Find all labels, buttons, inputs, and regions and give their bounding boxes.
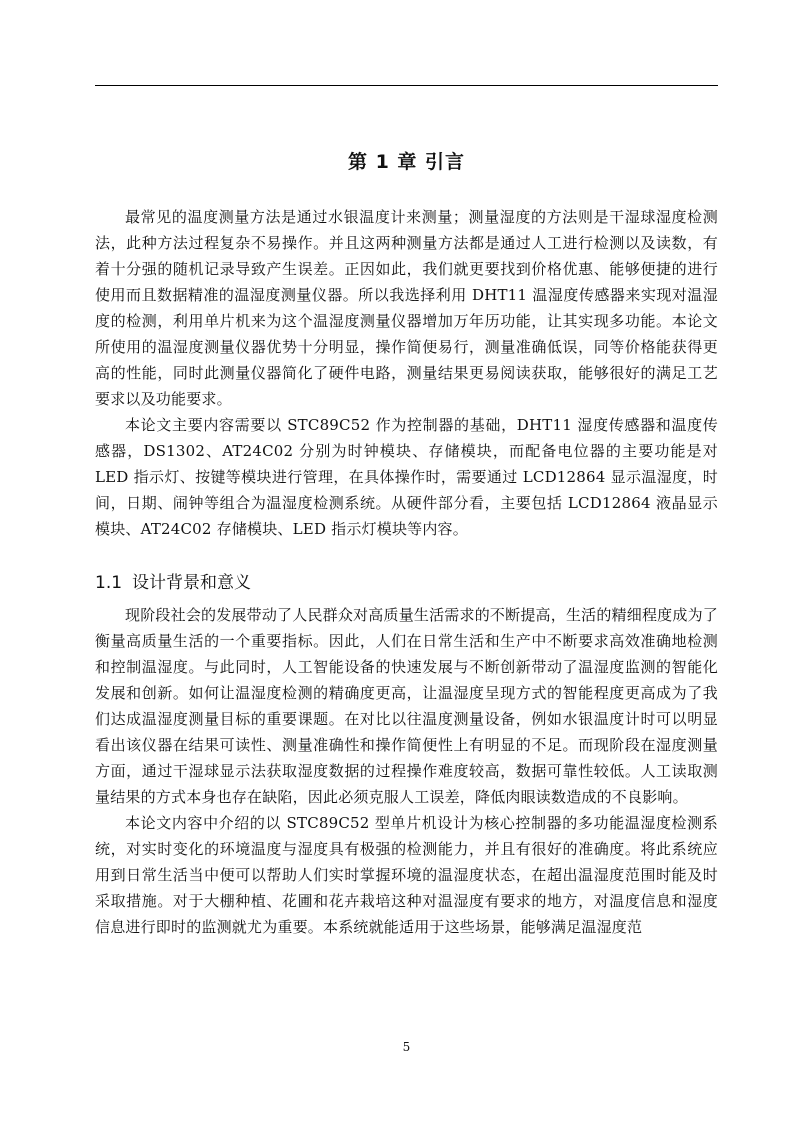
paragraph: 本论文主要内容需要以 STC89C52 作为控制器的基础，DHT11 湿度传感器和温度传感器，DS1302、AT24C02 分别为时钟模块、存储模块，而配备电位器的主要功能是对 LED 指示灯、按键等模块进行管理，在具体操作时，需要通过 LCD12864 显示温湿度，时间，日期、闹钟等组合为温湿度检测系统。从硬件部分看，主要包括 LCD12864 液晶显示模块、AT24C02 存储模块、LED 指示灯模块等内容。	[95, 416, 718, 538]
paragraph: 现阶段社会的发展带动了人民群众对高质量生活需求的不断提高，生活的精细程度成为了衡量高质量生活的一个重要指标。因此，人们在日常生活和生产中不断要求高效准确地检测和控制温湿度。与此同时，人工智能设备的快速发展与不断创新带动了温湿度监测的智能化发展和创新。如何让温湿度检测的精确度更高，让温湿度呈现方式的智能程度更高成为了我们达成温湿度测量目标的重要课题。在对比以往温度测量设备，例如水银温度计时可以明显看出该仪器在结果可读性、测量准确性和操作简便性上有明显的不足。而现阶段在湿度测量方面，通过干湿球显示法获取湿度数据的过程操作难度较高，数据可靠性较低。人工读取测量结果的方式本身也存在缺陷，因此必须克服人工误差，降低肉眼读数造成的不良影响。	[95, 606, 718, 806]
paragraph: 本论文内容中介绍的以 STC89C52 型单片机设计为核心控制器的多功能温湿度检测系统，对实时变化的环境温度与湿度具有极强的检测能力，并且有很好的准确度。将此系统应用到日常生活当中便可以帮助人们实时掌握环境的温湿度状态，在超出温湿度范围时能及时采取措施。对于大棚种植、花圃和花卉栽培这种对温湿度有要求的地方，对温度信息和湿度信息进行即时的监测就尤为重要。本系统就能适用于这些场景，能够满足温湿度范	[95, 814, 718, 936]
header-rule	[95, 85, 718, 86]
paragraph: 最常见的温度测量方法是通过水银温度计来测量；测量湿度的方法则是干湿球湿度检测法，此种方法过程复杂不易操作。并且这两种测量方法都是通过人工进行检测以及读数，有着十分强的随机记录导致产生误差。正因如此，我们就更要找到价格优惠、能够便捷的进行使用而且数据精准的温湿度测量仪器。所以我选择利用 DHT11 温湿度传感器来实现对温湿度的检测，利用单片机来为这个温湿度测量仪器增加万年历功能，让其实现多功能。本论文所使用的温湿度测量仪器优势十分明显，操作简便易行，测量准确低误，同等价格能获得更高的性能，同时此测量仪器简化了硬件电路，测量结果更易阅读获取，能够很好的满足工艺要求以及功能要求。	[95, 208, 718, 408]
body-text	[95, 204, 718, 940]
page-number: 5	[402, 1040, 411, 1054]
section-number: 1.1	[95, 573, 123, 593]
section-title: 设计背景和意义	[132, 573, 252, 593]
section-heading	[95, 570, 718, 596]
chapter-title: 第 1 章 引言	[347, 151, 466, 173]
